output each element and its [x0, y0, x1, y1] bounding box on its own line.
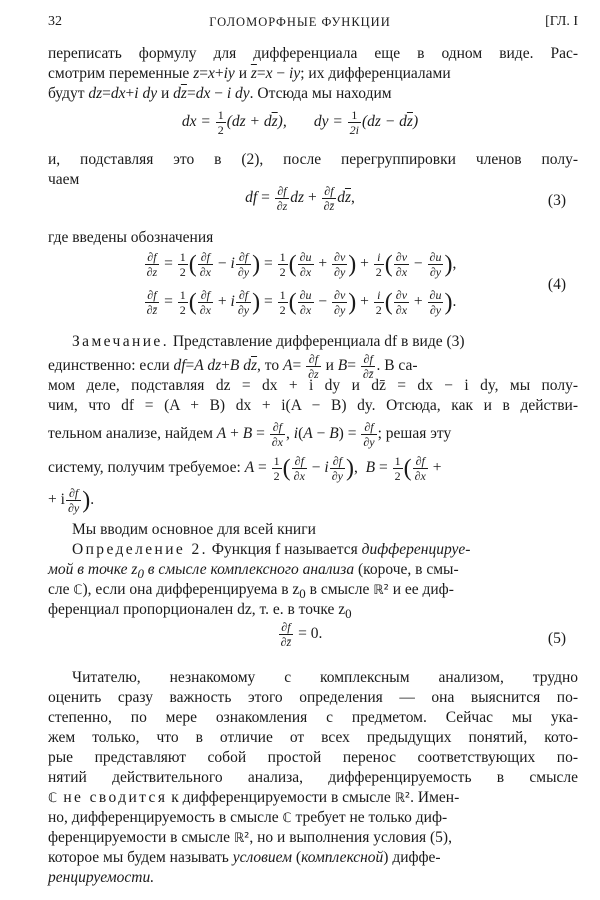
definition-line: мой в точке $z_0$ в смысле комплексного анализа (короче, в смы- [48, 561, 459, 582]
text-line: которое мы будем называть условием (комплексной) диффе- [48, 849, 441, 866]
text-line: переписать формулу для дифференциала еще в одном виде. Рас- [48, 45, 578, 62]
definition-line: Определение 2. Функция f называется дифференцируе- [72, 541, 471, 558]
text-line: нятий действительного анализа, дифференцируемость в смысле [48, 769, 578, 786]
equation-dx-dy: dx = $\frac{1}{2}$ $(dz + d\overline{z})$, dy = $\frac{1}{2i}$ $(dz - d\overline{z})$ [181, 108, 419, 137]
running-title: ГОЛОМОРФНЫЕ ФУНКЦИИ [209, 15, 391, 29]
text-line: чаем [48, 171, 80, 188]
remark-line: единственно: если df=A dz+B $d\overline{z}$, то A= $\frac{\partial f}{\partial z}$ и B= $\frac{\partial f}{\partial z̄}$ . В са- [48, 352, 418, 381]
equation-5: $\frac{\partial f}{\partial z̄}$ = 0. [280, 620, 323, 649]
text-line: Читателю, незнакомому с комплексным анализом, трудно [72, 669, 578, 686]
text-line: оценить сразу важность этого определения — она выяснится по- [48, 689, 578, 706]
equation-number: (3) [547, 192, 566, 209]
page-number: 32 [48, 14, 62, 29]
remark-line: мом деле, подставляя dz = dx + i dy и dz̄ = dx − i dy, мы полу- [48, 377, 578, 394]
text-line: и, подставляя это в (2), после перегруппировки членов полу- [48, 151, 578, 168]
equation-3: df = $\frac{\partial f}{\partial z}$ dz + $\frac{\partial f}{\partial z̄}$ $d\overline{z}$, [245, 184, 355, 213]
remark-line: систему, получим требуемое: A = $\frac{1}{2}$ ( $\frac{\partial f}{\partial x}$ − i $\frac{\partial f}{\partial y}$ ), B = $\frac{1}{2}$ ( $\frac{\partial f}{\partial x}$ + [48, 454, 442, 483]
text-line: степенно, по мере ознакомления с предметом. Сейчас мы ука- [48, 709, 578, 726]
remark-line: чим, что df = (A + B) dx + i(A − B) dy. Отсюда, как и в действи- [48, 397, 578, 414]
equation-number: (5) [547, 630, 566, 647]
remark-line: + i $\frac{\partial f}{\partial y}$ ). [48, 486, 95, 515]
definition-line: ференциал пропорционален dz, т. е. в точке $z_0$ [48, 601, 352, 622]
remark-line: Замечание. Представление дифференциала df в виде (3) [72, 333, 465, 350]
text-line: ференцируемости в смысле ℝ², но и выполнения условия (5), [48, 829, 452, 846]
text-line: жем только, что в отличие от всех предыдущих понятий, кото- [48, 729, 578, 746]
text-line: но, дифференцируемость в смысле ℂ требует не только диф- [48, 809, 448, 826]
text-line: будут dz=dx+i dy и $d\overline{z}=dx - i$ dy. Отсюда мы находим [48, 85, 392, 102]
remark-line: тельном анализе, найдем A + B = $\frac{\partial f}{\partial x}$ , i(A − B) = $\frac{\partial f}{\partial y}$ ; решая эту [48, 420, 452, 449]
definition-line: сле ℂ), если она дифференцируема в $z_0$ в смысле ℝ² и ее диф- [48, 581, 454, 602]
chapter-label: [ГЛ. I [545, 14, 578, 29]
equation-number: (4) [547, 276, 566, 293]
text-line: ренцируемости. [48, 869, 155, 886]
text-line: где введены обозначения [48, 229, 214, 246]
text-line: смотрим переменные z=x+iy и $\overline{z}=x$ − iy; их дифференциалами [48, 65, 451, 82]
equation-4b: $\frac{\partial f}{\partial z̄}$ = $\frac{1}{2}$ ( $\frac{\partial f}{\partial x}$ + i $\frac{\partial f}{\partial y}$ ) = $\frac{1}{2}$ ( $\frac{\partial u}{\partial x}$ − $\frac{\partial v}{\partial y}$ ) + $\frac{i}{2}$ ( $\frac{\partial v}{\partial x}$ + $\frac{\partial u}{\partial y}$ ). [146, 288, 457, 317]
text-line: ℂ не сводится к дифференцируемости в смысле ℝ². Имен- [48, 789, 460, 806]
running-header [0, 14, 600, 36]
text-line: рые представляют собой простой перенос соответствующих по- [48, 749, 578, 766]
equation-4a: $\frac{\partial f}{\partial z}$ = $\frac{1}{2}$ ( $\frac{\partial f}{\partial x}$ − i $\frac{\partial f}{\partial y}$ ) = $\frac{1}{2}$ ( $\frac{\partial u}{\partial x}$ + $\frac{\partial v}{\partial y}$ ) + $\frac{i}{2}$ ( $\frac{\partial v}{\partial x}$ − $\frac{\partial u}{\partial y}$ ), [146, 250, 457, 279]
text-line: Мы вводим основное для всей книги [72, 521, 316, 538]
